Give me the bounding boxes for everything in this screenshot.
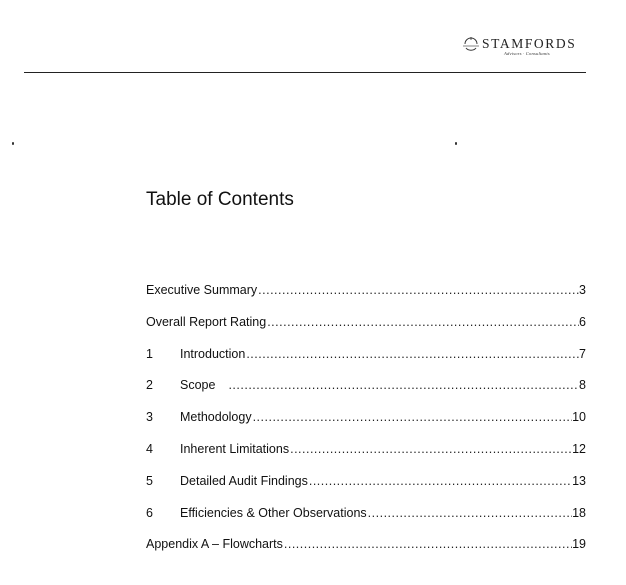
toc-section-number: 3 [146,410,153,425]
toc-leader-dots [309,474,572,488]
toc-leader-dots [290,442,572,456]
toc-entry-executive-summary[interactable] [146,283,586,315]
toc-entry-methodology[interactable] [146,410,586,442]
page-title: Table of Contents [146,189,294,210]
header-divider [24,72,586,73]
toc-entry-introduction[interactable] [146,347,586,379]
toc-leader-dots [284,537,572,551]
toc-entry-text: Methodology [180,410,252,425]
toc-entry-efficiencies-other-observations[interactable] [146,506,586,538]
toc-entry-text: Efficiencies & Other Observations [180,505,367,520]
toc-page-number: 13 [572,473,586,488]
toc-page-number: 7 [579,346,586,361]
logo-name: STAMFORDS [482,36,577,51]
toc-page-number: 3 [579,283,586,297]
toc-entry-scope[interactable] [146,378,586,410]
toc-leader-dots [267,315,579,329]
toc-page-number: 10 [572,410,586,425]
toc-entry-text: Introduction [180,346,246,361]
toc-entry-text: Detailed Audit Findings [180,473,308,488]
toc-entry-text: Appendix A – Flowcharts [146,537,283,552]
toc-page-number: 6 [579,314,586,329]
toc-leader-dots [246,347,579,361]
toc-section-number: 2 [146,378,153,393]
stamfords-logo-mark-icon [462,36,480,54]
toc-entry-appendix-a-flowcharts[interactable] [146,537,586,569]
toc-section-number: 4 [146,441,153,456]
toc-leader-dots [253,410,573,424]
toc-entry-text: Executive Summary [146,283,258,297]
table-of-contents [146,283,586,569]
scan-speck [12,142,14,145]
toc-leader-dots [368,506,572,520]
logo-tagline: Advisors · Consultants [504,51,550,56]
toc-page-number: 8 [579,378,586,393]
toc-entry-detailed-audit-findings[interactable] [146,474,586,506]
scan-speck [455,142,457,145]
toc-entry-inherent-limitations[interactable] [146,442,586,474]
toc-section-number: 6 [146,505,153,520]
toc-entry-overall-report-rating[interactable] [146,315,586,347]
toc-page-number: 19 [572,537,586,552]
toc-page-number: 12 [572,441,586,456]
toc-leader-dots [258,283,579,297]
toc-section-number: 1 [146,346,153,361]
toc-page-number: 18 [572,505,586,520]
toc-entry-text: Inherent Limitations [180,441,290,456]
toc-leader-dots [228,378,579,392]
toc-entry-text: Scope [180,378,216,393]
company-logo [462,34,586,58]
toc-section-number: 5 [146,473,153,488]
toc-entry-text: Overall Report Rating [146,314,267,329]
